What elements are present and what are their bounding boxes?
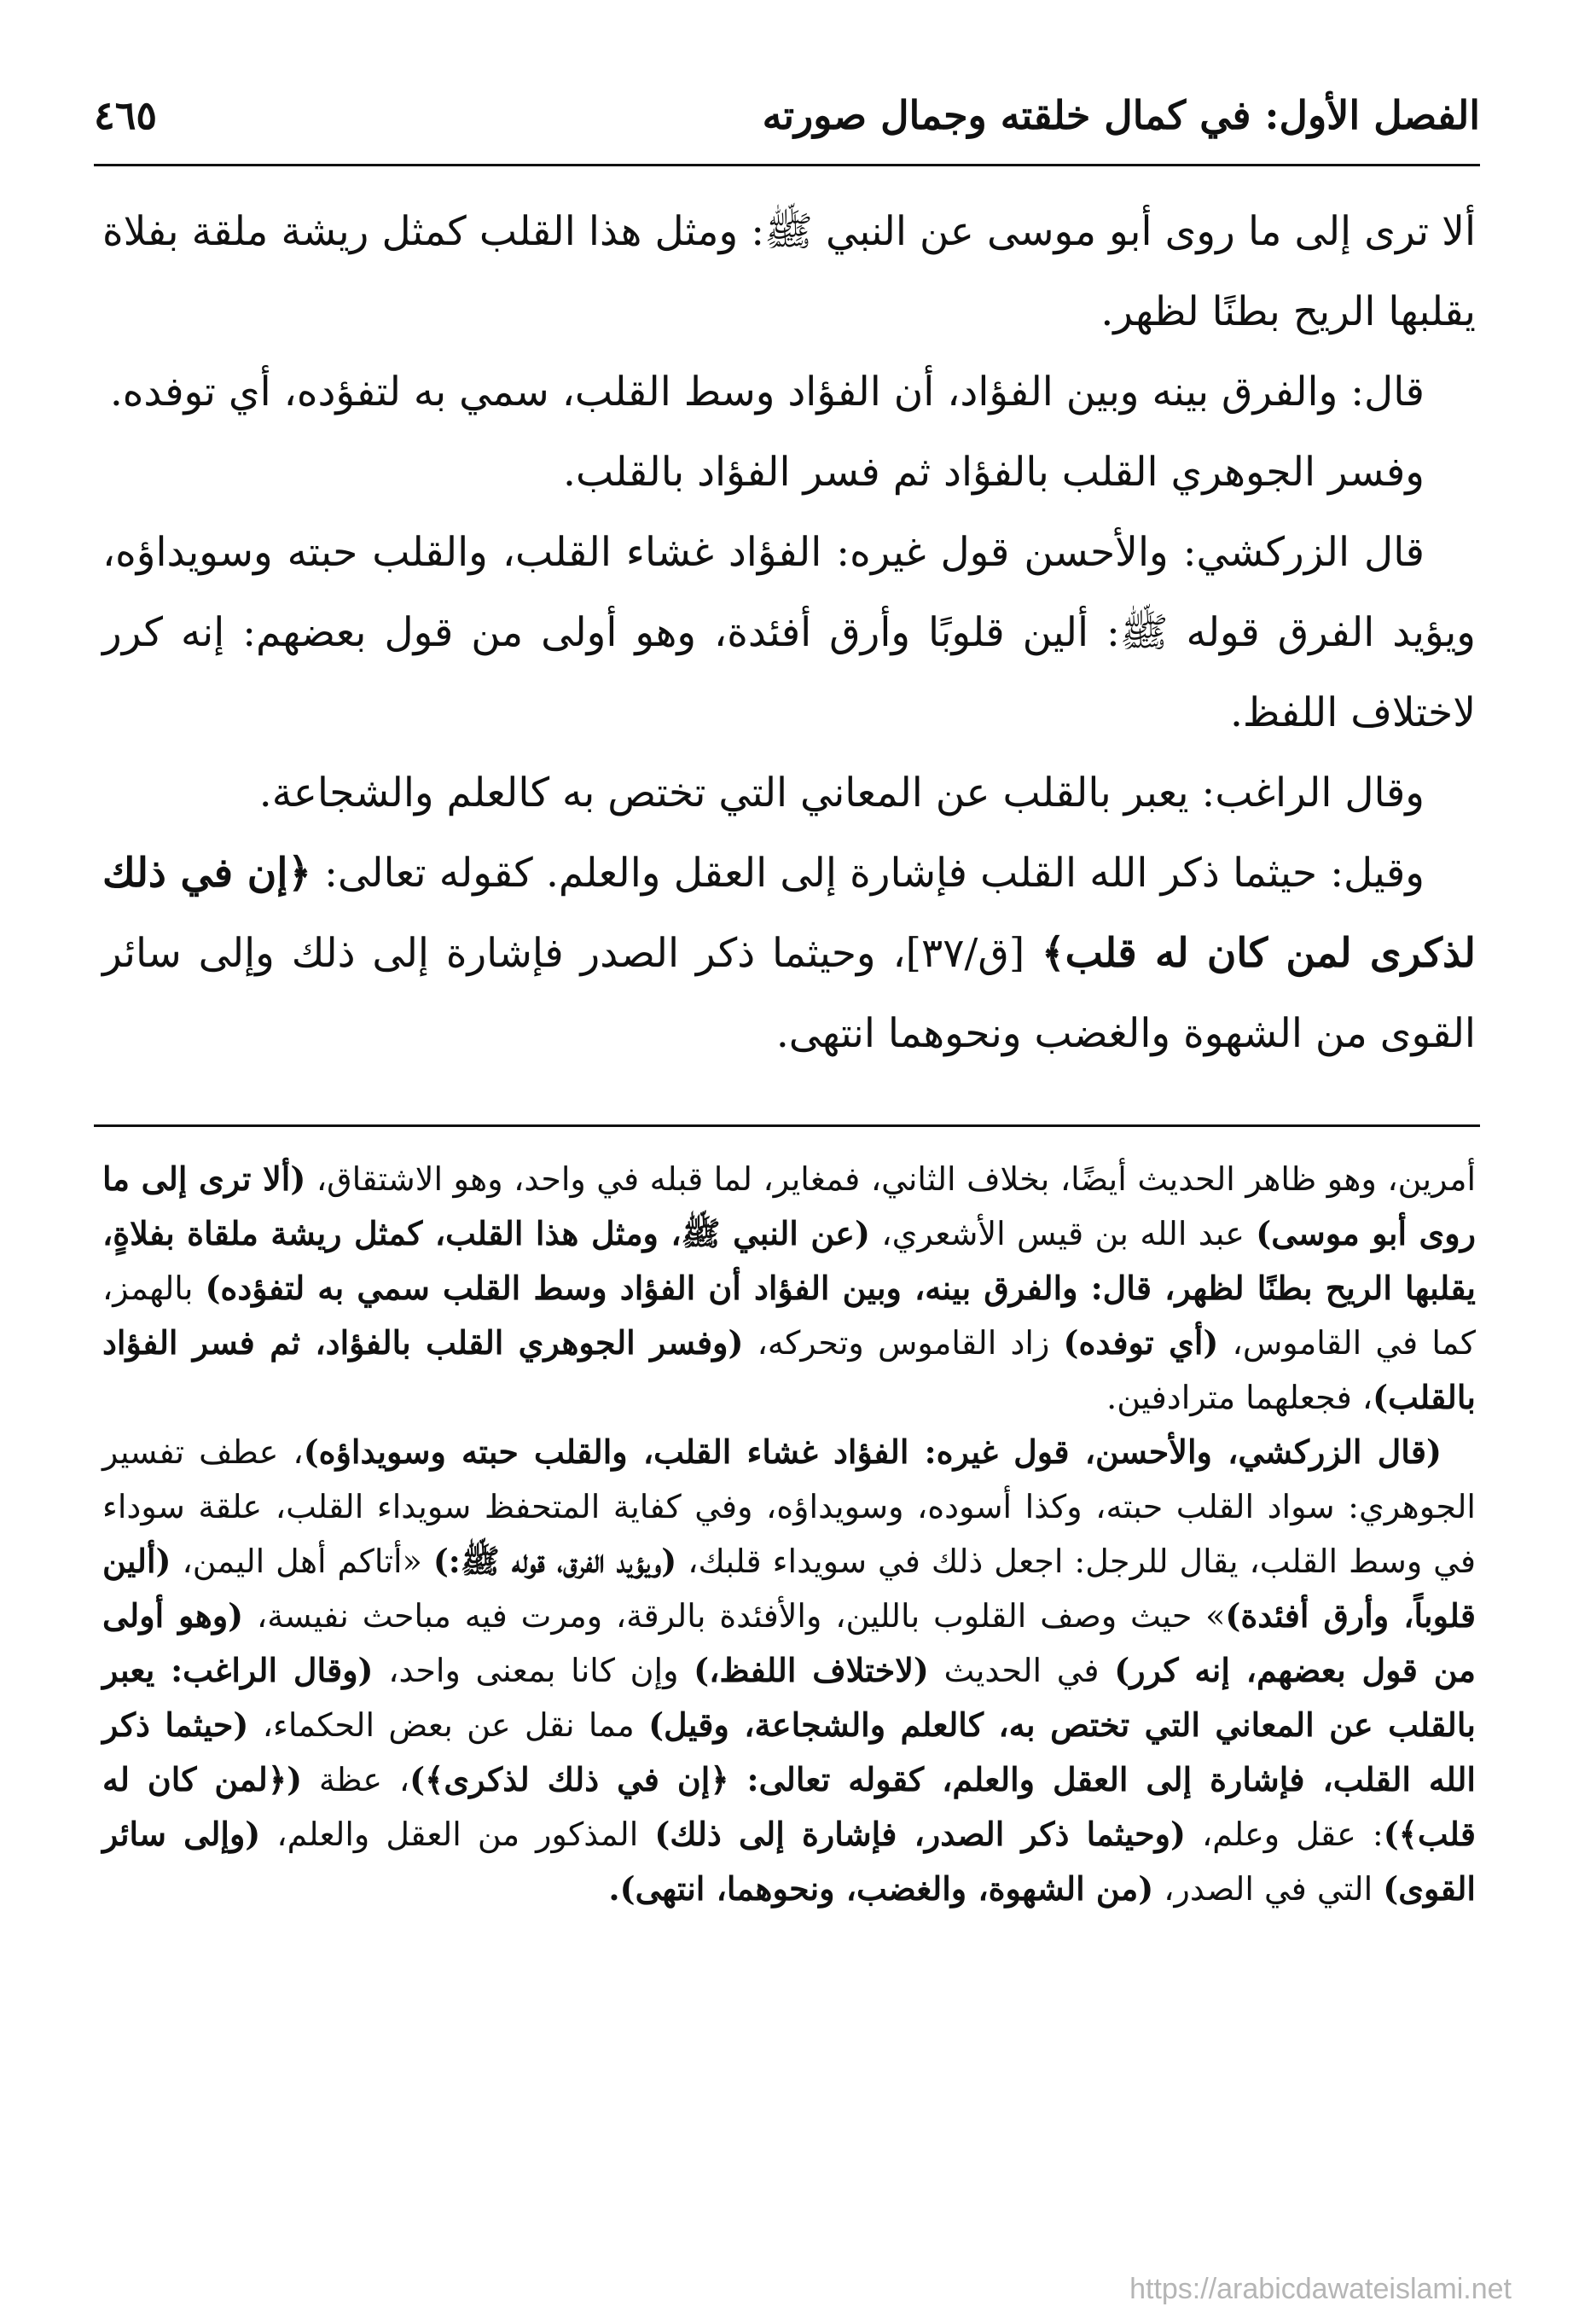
chapter-title: الفصل الأول: في كمال خلقته وجمال صورته xyxy=(762,92,1480,138)
commentary-text: في الحديث xyxy=(928,1652,1115,1689)
commentary-text: مما نقل عن بعض الحكماء، xyxy=(248,1706,649,1744)
quoted-text: (وفسر الجوهري القلب بالفؤاد، ثم فسر الفؤاد بالقلب) xyxy=(102,1323,1476,1416)
commentary-text: عبد الله بن قيس الأشعري، xyxy=(869,1215,1257,1252)
quoted-text: (﴿لمن كان له قلب﴾) xyxy=(102,1760,1476,1853)
footnote-divider xyxy=(94,1124,1480,1127)
commentary-text: » حيث وصف القلوب باللين، والأفئدة بالرقة، ومرت فيه مباحث نفيسة، xyxy=(243,1597,1226,1635)
source-url-watermark: https://arabicdawateislami.net xyxy=(1129,2273,1512,2305)
commentary-text: «أتاكم أهل اليمن، xyxy=(171,1543,433,1580)
commentary-text: وإن كانا بمعنى واحد، xyxy=(373,1652,694,1689)
quoted-text: (قال الزركشي، والأحسن، قول غيره: الفؤاد غشاء القلب، والقلب حبته وسويداؤه) xyxy=(303,1432,1442,1471)
quoted-text: (وقال الراغب: يعبر بالقلب عن المعاني التي تختص به، كالعلم والشجاعة، وقيل) xyxy=(102,1651,1476,1744)
commentary-block xyxy=(102,1152,1476,1916)
commentary-text: : عقل وعلم، xyxy=(1185,1816,1384,1853)
main-paragraph: وفسر الجوهري القلب بالفؤاد ثم فسر الفؤاد بالقلب. xyxy=(563,449,1425,496)
quoted-text: (لاختلاف اللفظ،) xyxy=(694,1651,929,1689)
commentary-text: ، عظة xyxy=(302,1761,410,1798)
quoted-text: (عن النبي ﷺ، ومثل هذا القلب، كمثل ريشة ملقاة بفلاةٍ، يقلبها الريح بطنًا لظهر، قال: والفرق بينه، وبين الفؤاد أن الفؤاد وسط القلب سمي به لتفؤده) xyxy=(102,1214,1476,1307)
quoted-text: (حيثما ذكر الله القلب، فإشارة إلى العقل والعلم، كقوله تعالى: ﴿إن في ذلك لذكرى﴾) xyxy=(102,1705,1476,1798)
commentary-text: المذكور من العقل والعلم، xyxy=(260,1816,655,1853)
quoted-text: (وحيثما ذكر الصدر، فإشارة إلى ذلك) xyxy=(654,1815,1186,1853)
quoted-text: (ألين قلوباً، وأرق أفئدة) xyxy=(102,1542,1476,1635)
commentary-text: التي في الصدر، xyxy=(1153,1870,1384,1908)
quoted-text: (وهو أولى من قول بعضهم، إنه كرر) xyxy=(102,1596,1476,1689)
commentary-text: ، فجعلهما مترادفين. xyxy=(1106,1379,1373,1416)
commentary-text: أمرين، وهو ظاهر الحديث أيضًا، بخلاف الثاني، فمغاير، لما قبله في واحد، وهو الاشتقاق، xyxy=(305,1160,1476,1198)
main-text-block xyxy=(102,192,1476,1074)
main-paragraph: وقال الراغب: يعبر بالقلب عن المعاني التي تختص به كالعلم والشجاعة. xyxy=(258,770,1425,816)
running-header xyxy=(94,82,1480,159)
quoted-text: (أي توفده) xyxy=(1063,1323,1219,1362)
quoted-text: (من الشهوة، والغضب، ونحوهما، انتهى). xyxy=(608,1869,1154,1908)
main-paragraph: قال الزركشي: والأحسن قول غيره: الفؤاد غشاء القلب، والقلب حبته وسويداؤه، ويؤيد الفرق قوله ﷺ: ألين قلوبًا وأرق أفئدة، وهو أولى من قول بعضهم: إنه كرر لاختلاف اللفظ. xyxy=(102,529,1477,736)
header-divider xyxy=(94,164,1480,166)
commentary-text: ، عطف تفسير الجوهري: سواد القلب حبته، وكذا أسوده، وسويداؤه، وفي كفاية المتحفظ سويداء القلب، علقة سوداء في وسط القلب، يقال للرجل: اجعل ذلك في سويداء قلبك، xyxy=(102,1433,1477,1580)
quoted-text: (ويؤيد الفرق، قوله ﷺ:) xyxy=(432,1542,677,1580)
page-number: ٤٦٥ xyxy=(94,92,158,138)
commentary-paragraph xyxy=(102,1152,1476,1425)
main-paragraph xyxy=(102,834,1476,1074)
commentary-text: بالهمز، كما في القاموس، xyxy=(102,1269,1476,1362)
quran-verse: ﴿إن في ذلك لذكرى لمن كان له قلب﴾ xyxy=(102,850,1477,977)
quoted-text: (وإلى سائر القوى) xyxy=(102,1815,1476,1908)
main-text-run: وقيل: حيثما ذكر الله القلب فإشارة إلى العقل والعلم. كقوله تعالى: xyxy=(311,850,1425,897)
main-text-run: [ق/٣٧]، وحيثما ذكر الصدر فإشارة إلى ذلك وإلى سائر القوى من الشهوة والغضب ونحوهما انتهى. xyxy=(102,930,1476,1057)
quoted-text: (ألا ترى إلى ما روى أبو موسى) xyxy=(102,1159,1476,1252)
main-paragraph: ألا ترى إلى ما روى أبو موسى عن النبي ﷺ: ومثل هذا القلب كمثل ريشة ملقة بفلاة يقلبها الريح بطنًا لظهر. xyxy=(102,208,1476,335)
main-paragraph: قال: والفرق بينه وبين الفؤاد، أن الفؤاد وسط القلب، سمي به لتفؤده، أي توفده. xyxy=(109,369,1425,415)
commentary-paragraph xyxy=(102,1425,1476,1916)
commentary-text: زاد القاموس وتحركه، xyxy=(743,1324,1064,1362)
